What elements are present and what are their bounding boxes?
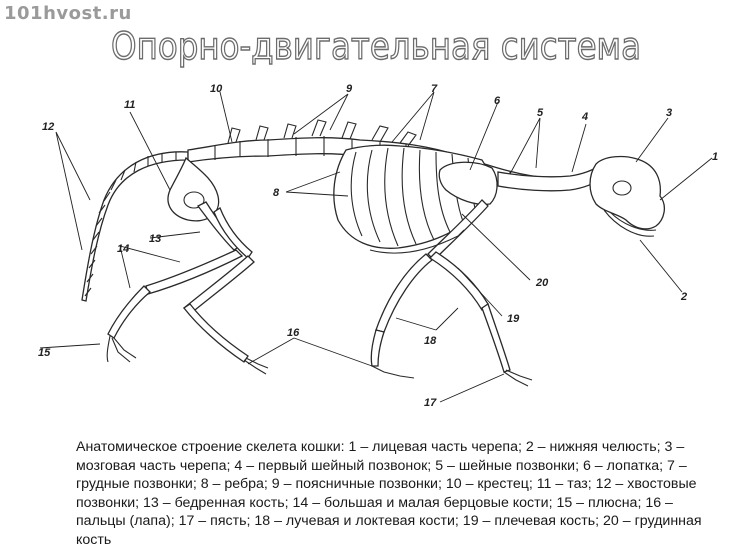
skeleton-drawing — [82, 120, 664, 386]
hind-toes — [107, 336, 136, 362]
label-14: 14 — [117, 243, 130, 255]
label-9: 9 — [346, 83, 353, 95]
skull — [590, 157, 664, 229]
label-16: 16 — [287, 327, 300, 339]
label-8: 8 — [273, 187, 280, 199]
label-5: 5 — [537, 107, 544, 119]
label-4: 4 — [582, 111, 589, 123]
label-15: 15 — [38, 347, 51, 359]
label-11: 11 — [124, 99, 136, 111]
site-watermark: 101hvost.ru — [4, 3, 132, 24]
label-12: 12 — [42, 121, 55, 133]
label-7: 7 — [431, 83, 438, 95]
label-18: 18 — [424, 335, 437, 347]
diagram-caption: Анатомическое строение скелета кошки: 1 – лицевая часть черепа; 2 – нижняя челюсть; 3 – мозговая часть черепа; 4 – первый шейный позвонок; 5 – шейные позвонки; 6 – лопатка; 7 – грудные позвонки; 8 – ребра; 9 – поясничные позвонки; 10 – крестец; 11 – таз; 12 – хвостовые позвонки; 13 – бедренная кость; 14 – большая и малая берцовые кости; 15 – плюсна; 16 – пальцы (лапа); 17 – пясть; 18 – лучевая и локтевая кости; 19 – плечевая кость; 20 – грудинная кость — [76, 439, 702, 548]
neck-vertebrae — [498, 166, 602, 191]
label-20: 20 — [536, 277, 549, 289]
label-3: 3 — [666, 107, 673, 119]
label-19: 19 — [507, 313, 520, 325]
label-17: 17 — [424, 397, 437, 409]
title-text: Опорно-двигательная система — [111, 25, 641, 68]
metatarsus — [108, 286, 150, 338]
metacarpus — [482, 304, 510, 372]
label-1: 1 — [712, 151, 719, 163]
label-2: 2 — [681, 291, 688, 303]
label-10: 10 — [210, 83, 223, 95]
label-6: 6 — [494, 95, 501, 107]
label-13: 13 — [149, 233, 162, 245]
